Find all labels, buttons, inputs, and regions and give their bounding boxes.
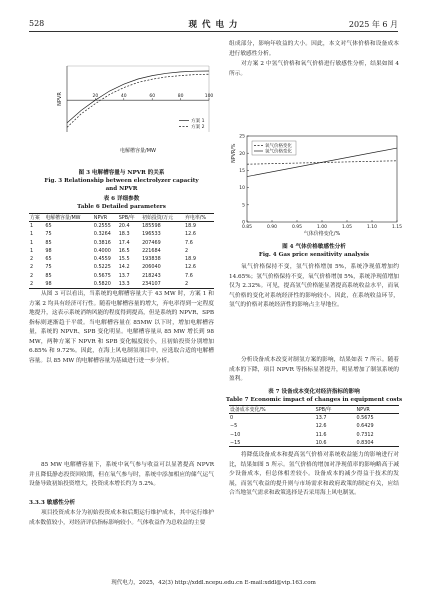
section-heading-sensitivity: 3.3.3 敏感性分析: [29, 500, 76, 506]
right-paragraph-4: 分析设备成本改变对制氢方案的影响，结果如表 7 所示。随着成本的下降，项目 NPVR 等指标显著提升，明显增加了制氢系统的盈利。: [229, 357, 399, 382]
column-header: SPB/年: [118, 215, 135, 222]
table-cell: 0.5675: [93, 272, 111, 279]
page-footer: 现代电力，2025，42(3) http://xddl.ncepu.edu.cn E-mail:xddl@vip.163.com: [111, 580, 316, 586]
table-row: [29, 222, 214, 230]
table-cell: 0.5225: [93, 264, 111, 271]
figure-3-chart: [29, 60, 214, 166]
x-tick-label: 1.10: [366, 225, 378, 230]
y-tick-label: 5: [242, 203, 245, 209]
column-header: NPVR: [93, 214, 108, 221]
table-cell: 0.4000: [93, 247, 111, 254]
table-cell: 75: [45, 264, 52, 271]
table-cell: 0.7312: [356, 431, 374, 438]
table-cell: 185598: [142, 223, 161, 230]
table-cell: 0.6429: [356, 423, 374, 430]
x-tick-label: 1.00: [316, 225, 328, 230]
table-row: [29, 272, 214, 280]
table-6: [29, 213, 214, 289]
table-cell: 85: [45, 239, 52, 246]
table-cell: 0.2555: [93, 223, 111, 230]
x-tick-label: 40: [120, 94, 127, 100]
table-cell: 218243: [142, 272, 161, 279]
table-cell: 2: [30, 264, 34, 271]
column-header: 弃电率/%: [185, 215, 207, 222]
table-cell: 2: [30, 280, 34, 287]
table-row: [29, 238, 214, 246]
journal-title: 现 代 电 力: [188, 20, 239, 30]
table-cell: 206040: [142, 264, 161, 271]
column-header: NPVR: [356, 406, 370, 413]
page-number: 528: [29, 19, 45, 28]
table-cell: 7.6: [185, 272, 193, 279]
table-cell: 12.6: [315, 423, 327, 430]
table-cell: 234107: [142, 280, 161, 287]
figure-4-caption: [225, 243, 403, 259]
table-7-title: [225, 388, 403, 404]
x-tick-label: 0.95: [291, 225, 303, 230]
series-line-scheme-1: [67, 71, 209, 123]
y-tick-label: 25: [239, 134, 245, 140]
table-cell: 18.9: [185, 223, 196, 230]
table-header-row: [29, 214, 214, 222]
legend-label: 方案 1: [191, 119, 205, 125]
figure-4-chart: [225, 130, 403, 240]
table-cell: 17.4: [118, 239, 130, 246]
left-paragraph-2: 85 MW 电解槽容量下，系统中氧气参与收益可以显著提高 NPVR 并且降低静态投资回收期，但在氧气参与时，系统中添加相应的储气运气设备导致初始投资增大，投资成本增长约为 5.2%。: [29, 462, 214, 487]
header-rule: [29, 31, 398, 32]
table-cell: 2: [185, 247, 189, 254]
x-axis-label: 电解槽容量/MW: [120, 148, 156, 154]
table-cell: 207469: [142, 239, 161, 246]
x-tick-label: 1.15: [391, 225, 403, 230]
table-7-title-cn: 表 7 设备成本变化对经济指标的影响: [268, 389, 360, 395]
table-row: [229, 422, 399, 430]
table-cell: 193838: [142, 256, 161, 263]
table-cell: 221684: [142, 247, 161, 254]
table-cell: 2: [30, 272, 34, 279]
table-row: [29, 280, 214, 288]
table-cell: 0.4559: [93, 256, 111, 263]
table-cell: 85: [45, 272, 52, 279]
table-cell: 18.3: [118, 231, 130, 238]
x-tick-label: 20: [92, 94, 99, 100]
column-header: 电解槽容量/MW: [45, 215, 81, 222]
figure-4-caption-en: Fig. 4 Gas price sensitivity analysis: [258, 252, 370, 258]
table-cell: 20.4: [118, 223, 130, 230]
table-cell: 1: [30, 239, 34, 246]
right-paragraph-1: 组成部分，影响年收益的大小。因此，本文对气体价格和设备成本进行敏感性分析。: [229, 41, 399, 57]
table-cell: 65: [45, 223, 52, 230]
table-cell: 11.6: [315, 431, 327, 438]
figure-4-caption-cn: 图 4 气体价格敏感性分析: [282, 244, 346, 250]
y-axis-label: NPVR/%: [232, 143, 237, 163]
table-cell: 98: [45, 280, 52, 287]
table-cell: 1: [30, 231, 34, 238]
y-tick-label: 20: [239, 151, 245, 157]
table-cell: 13.3: [118, 280, 130, 287]
column-header: SPB/年: [315, 407, 332, 414]
x-tick-label: 80: [177, 94, 184, 100]
table-6-title-cn: 表 6 详细参数: [103, 196, 140, 202]
table-cell: 12.6: [185, 231, 196, 238]
figure-3-caption: [29, 169, 214, 193]
table-cell: 98: [45, 247, 52, 254]
x-tick-label: 0.85: [241, 225, 253, 230]
table-row: [229, 439, 399, 447]
table-7: [229, 405, 399, 447]
table-6-title-en: Table 6 Detailed parameters: [77, 204, 166, 210]
table-cell: 1: [30, 223, 34, 230]
table-cell: 0.5820: [93, 280, 111, 287]
x-tick-label: 60: [149, 94, 156, 100]
table-cell: 13.7: [118, 272, 130, 279]
issue-date: 2025 年 6 月: [348, 20, 398, 29]
table-cell: 12.6: [185, 264, 196, 271]
table-cell: 13.7: [315, 415, 327, 422]
table-cell: 0.5675: [356, 415, 374, 422]
left-paragraph-1: 从图 3 可以看出，当系统的电解槽容量大于 43 MW 时，方案 1 和方案 2 均具有经济可行性。随着电解槽容量的增大，弃电率得到一定程度地提升，这表示系统消纳风能的程度得到提高，但是系统的 NPVR、SPB 指标则逐渐趋于平缓。当电解槽容量在 85MW 以下时，增加电解槽容量，系统的 NPVR、SPB 变化明显。电解槽容量从 85 MW 增长到 98 MW，两种方案下 NPVR 和 SPB 变化幅度较小，且初始投资分别增加 6.85% 和 9.72%。因此，在海上风电制氢项目中，应选取合适的电解槽容量。以 85 MW 的电解槽容量为基础进行进一步分析。: [29, 291, 214, 364]
table-row: [229, 430, 399, 438]
table-cell: 0.8304: [356, 439, 374, 446]
table-cell: 15.5: [118, 256, 130, 263]
table-row: [29, 263, 214, 271]
y-tick-label: 15: [239, 169, 245, 174]
table-cell: 75: [45, 231, 52, 238]
table-cell: 65: [45, 256, 52, 263]
legend-label: 氢气价格变化: [265, 149, 292, 155]
x-tick-label: 0.90: [266, 225, 278, 230]
series-line-scheme-2: [67, 74, 209, 127]
table-cell: −5: [230, 423, 238, 430]
table-6-title: [29, 195, 214, 211]
table-cell: 0.3816: [93, 239, 111, 246]
x-tick-label: 1.05: [341, 225, 353, 230]
legend-label: 方案 2: [191, 125, 205, 131]
table-cell: 7.6: [185, 239, 193, 246]
x-axis-label: 气体价格变化/%: [303, 231, 341, 237]
column-header: 初始投资/万元: [142, 215, 174, 222]
table-cell: 10.6: [315, 439, 327, 446]
x-tick-label: 100: [204, 94, 214, 100]
table-header-row: [229, 406, 399, 414]
figure-3-caption-cn: 图 3 电解槽容量与 NPVR 的关系: [78, 170, 165, 176]
y-tick-label: 0: [242, 220, 245, 226]
figure-3-caption-en2: and NPVR: [105, 186, 138, 192]
right-paragraph-3: 氧气价格保持不变，氢气价格增加 5%，系统净现值增加约 14.65%；氢气价格保持不变，氧气价格增加 5%，系统净现值增加仅为 2.32%。可见，提高氢气价格能显著提高系统收益水平，而氧气价格的变化对系统经济性的影响较小。因此，在系统收益环节，氢气的价格对系统经济性的影响占主导地位。: [229, 264, 399, 308]
table-cell: 0.3264: [93, 231, 111, 238]
y-tick-label: 10: [239, 186, 245, 192]
column-header: 方案: [30, 215, 40, 222]
table-cell: 0: [230, 415, 234, 422]
table-cell: 2: [30, 256, 34, 263]
table-cell: −10: [230, 431, 241, 438]
table-row: [29, 230, 214, 238]
right-paragraph-2: 对方案 2 中氢气价格和氧气价格进行敏感性分析，结果如图 4 所示。: [229, 61, 399, 77]
table-row: [29, 247, 214, 255]
legend-label: 氧气价格变化: [265, 144, 292, 150]
table-7-title-en: Table 7 Economic impact of changes in equipment costs: [225, 397, 403, 403]
table-cell: −15: [230, 439, 241, 446]
table-cell: 14.2: [118, 264, 130, 271]
right-paragraph-5: 将降低设备成本和提高氢气价格对系统收益能力的影响进行对比，结果如图 5 所示。氢气价格的增加对净现值率的影响略高于减少设备成本，但总体相差较小。设备成本的减少得益于技术的发展，而氢气收益的提升则与市场需求和政府政策的制定有关，应结合当地氢气需求和政策选择是否采用海上风电制氢。: [229, 452, 399, 496]
table-cell: 16.5: [118, 247, 130, 254]
column-header: 设备成本变化/%: [230, 407, 266, 414]
table-cell: 196533: [142, 231, 161, 238]
table-cell: 2: [185, 280, 189, 287]
table-row: [29, 255, 214, 263]
table-cell: 18.9: [185, 256, 196, 263]
left-paragraph-3: 项目投资成本分为初始投资成本和后期运行维护成本，其中运行维护成本数值较小，对经济评估指标影响较小。气体收益作为总收益的主要: [29, 510, 214, 526]
table-row: [229, 414, 399, 422]
figure-3-caption-en1: Fig. 3 Relationship between electrolyzer capacity: [44, 178, 199, 184]
table-cell: 1: [30, 247, 34, 254]
y-axis-label: NPVR: [57, 92, 63, 106]
